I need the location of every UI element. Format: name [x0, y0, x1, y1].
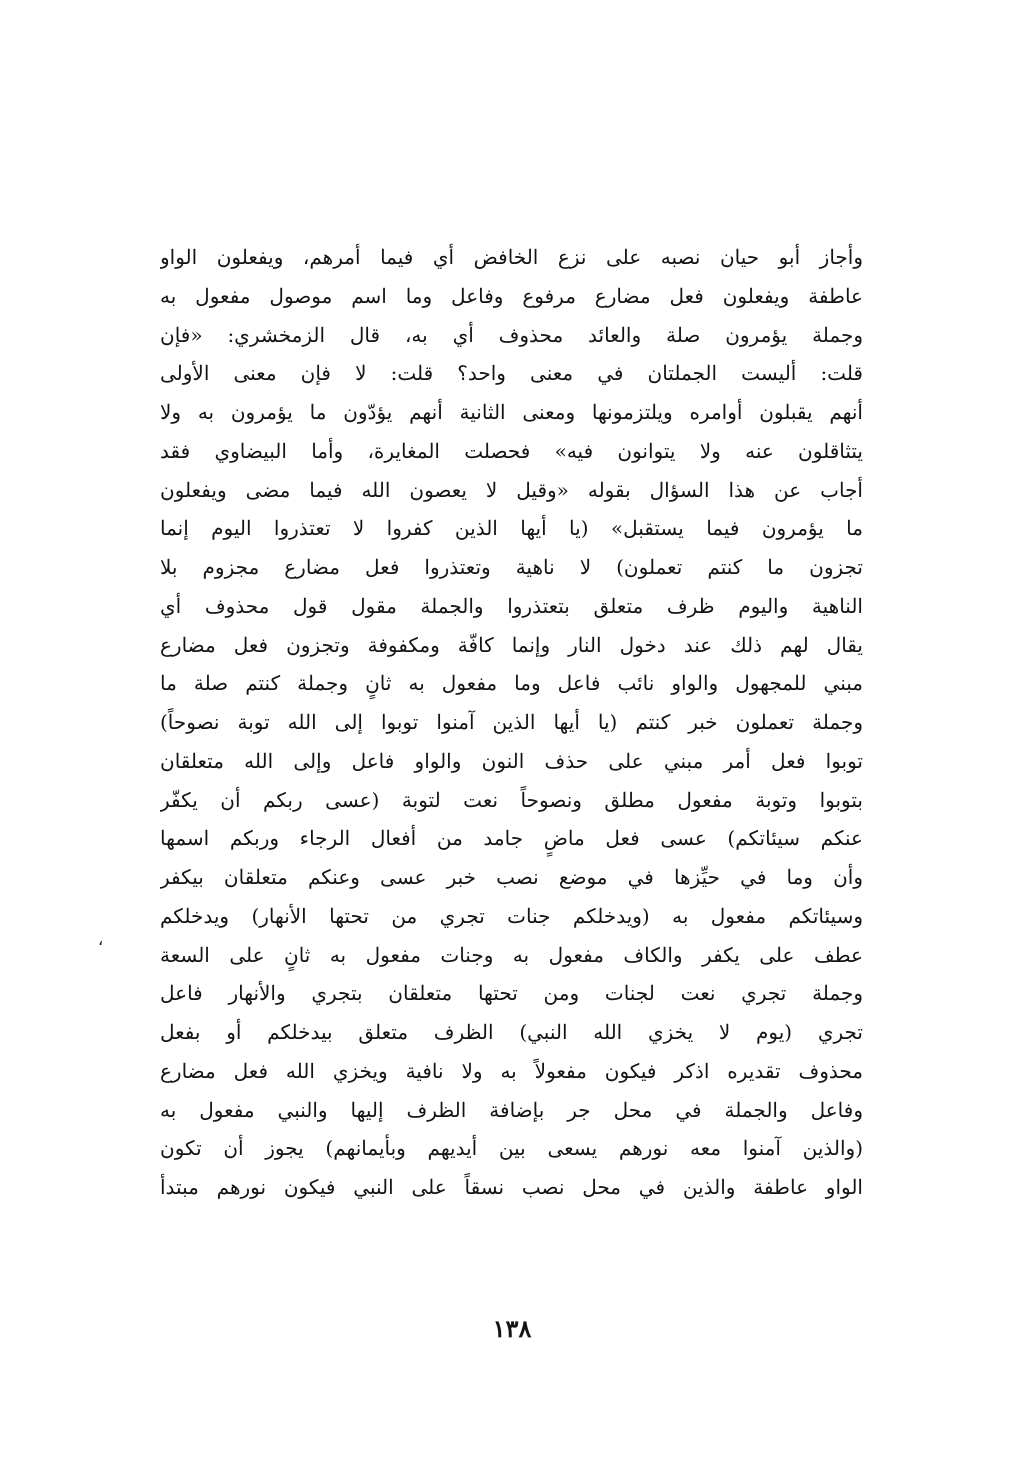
page-number: ١٣٨ [492, 1314, 532, 1343]
text-line: قلت: أليست الجملتان في معنى واحد؟ قلت: لا فإن معنى الأولى [160, 361, 863, 386]
text-line: وجملة يؤمرون صلة والعائد محذوف أي به، قال الزمخشري: «فإن [160, 322, 863, 347]
text-line: ما يؤمرون فيما يستقبل» (يا أيها الذين كفروا لا تعتذروا اليوم إنما [160, 516, 863, 541]
text-line: وجملة تجري نعت لجنات ومن تحتها متعلقان بتجري والأنهار فاعل [160, 981, 863, 1006]
text-line: (والذين آمنوا معه نورهم يسعى بين أيديهم وبأيمانهم) يجوز أن تكون [160, 1136, 863, 1161]
text-line: مبني للمجهول والواو نائب فاعل وما مفعول به ثانٍ وجملة كنتم صلة ما [160, 671, 863, 696]
text-line: عاطفة ويفعلون فعل مضارع مرفوع وفاعل وما اسم موصول مفعول به [160, 283, 863, 308]
text-line: يقال لهم ذلك عند دخول النار وإنما كافّة ومكفوفة وتجزون فعل مضارع [160, 632, 863, 657]
body-text [160, 238, 863, 1207]
text-line: وأجاز أبو حيان نصبه على نزع الخافض أي فيما أمرهم، ويفعلون الواو [160, 245, 863, 269]
text-line: أجاب عن هذا السؤال بقوله «وقيل لا يعصون الله فيما مضى ويفعلون [160, 477, 863, 502]
text-line: محذوف تقديره اذكر فيكون مفعولاً به ولا نافية ويخزي الله فعل مضارع [160, 1058, 863, 1083]
text-line: الناهية واليوم ظرف متعلق بتعتذروا والجملة مقول قول محذوف أي [160, 593, 863, 618]
text-line: وسيئاتكم مفعول به (ويدخلكم جنات تجري من تحتها الأنهار) ويدخلكم [160, 903, 863, 928]
text-line: يتثاقلون عنه ولا يتوانون فيه» فحصلت المغايرة، وأما البيضاوي فقد [160, 438, 863, 463]
margin-mark: ، [98, 930, 104, 949]
text-line: وجملة تعملون خبر كنتم (يا أيها الذين آمنوا توبوا إلى الله توبة نصوحاً) [160, 710, 863, 734]
text-line: عطف على يكفر والكاف مفعول به وجنات مفعول به ثانٍ على السعة [160, 942, 863, 967]
text-line: الواو عاطفة والذين في محل نصب نسقاً على النبي فيكون نورهم مبتدأ [160, 1175, 863, 1199]
text-line: وفاعل والجملة في محل جر بإضافة الظرف إليها والنبي مفعول به [160, 1097, 863, 1122]
text-line: تجري (يوم لا يخزي الله النبي) الظرف متعلق بيدخلكم أو بفعل [160, 1020, 863, 1044]
text-line: توبوا فعل أمر مبني على حذف النون والواو فاعل وإلى الله متعلقان [160, 748, 863, 773]
text-line: أنهم يقبلون أوامره ويلتزمونها ومعنى الثانية أنهم يؤدّون ما يؤمرون به ولا [160, 400, 863, 424]
text-line: عنكم سيئاتكم) عسى فعل ماضٍ جامد من أفعال الرجاء وربكم اسمها [160, 826, 863, 851]
text-line: وأن وما في حيِّزها في موضع نصب خبر عسى وعنكم متعلقان بيكفر [160, 865, 863, 889]
text-line: تجزون ما كنتم تعملون) لا ناهية وتعتذروا فعل مضارع مجزوم بلا [160, 555, 863, 579]
text-line: بتوبوا وتوبة مفعول مطلق ونصوحاً نعت لتوبة (عسى ربكم أن يكفّر [160, 787, 863, 812]
